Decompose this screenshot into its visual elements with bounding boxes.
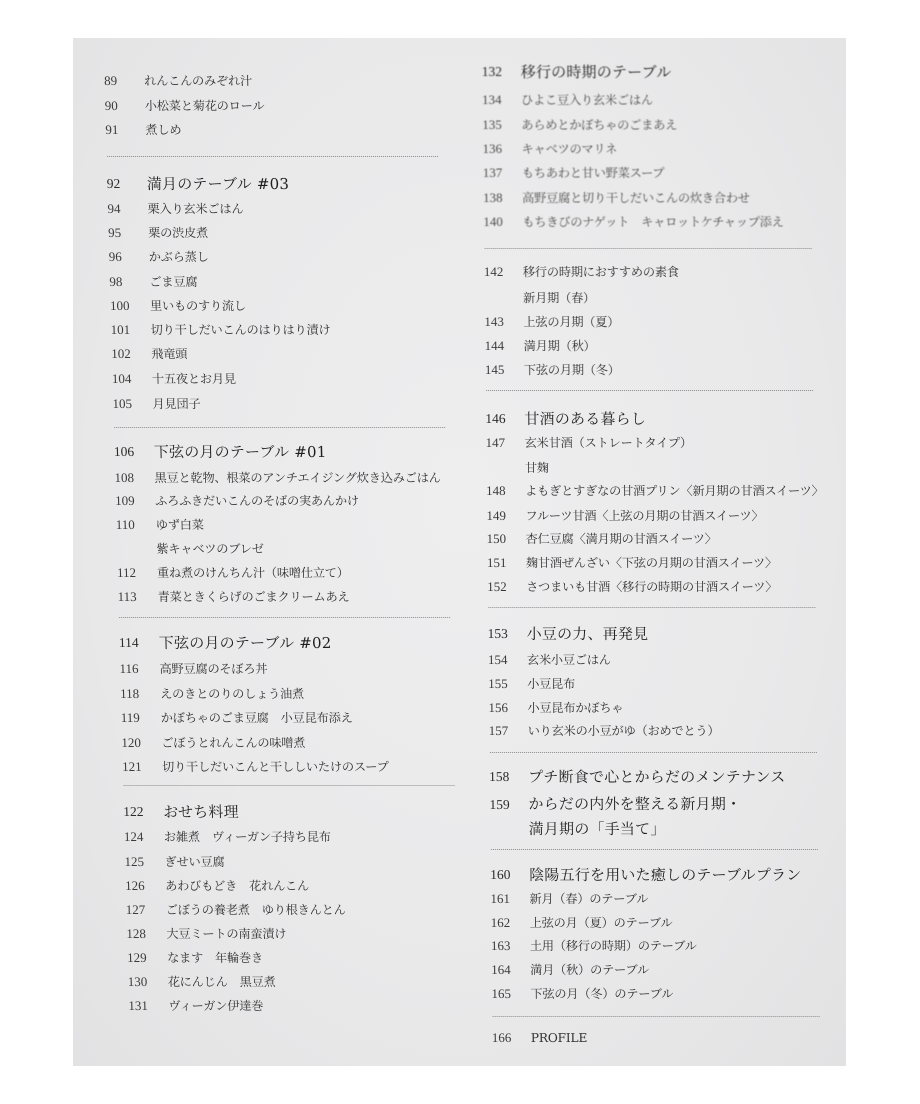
dotted-divider [124, 785, 455, 786]
entry-title: 里いものすり流し [149, 299, 247, 313]
entry-title: 飛竜頭 [151, 347, 188, 361]
entry-title: かぼちゃのごま豆腐 小豆昆布添え [160, 711, 353, 725]
entry-title: 上弦の月期（夏） [523, 315, 620, 329]
toc-entry [108, 247, 449, 267]
toc-entry [487, 529, 827, 549]
page-number: 95 [107, 225, 122, 240]
entry-title: ひよこ豆入り玄米ごはん [520, 93, 653, 107]
page-number: 166 [491, 1030, 512, 1045]
toc-entry [486, 481, 826, 501]
toc-entry [125, 876, 466, 896]
entry-title: 重ね煮のけんちん汁（味噌仕立て） [156, 566, 350, 580]
entry-title: 黒豆と乾物、根菜のアンチエイジング炊き込みごはん [154, 471, 441, 485]
toc-entry [491, 960, 831, 980]
entry-title: 花にんじん 黒豆煮 [167, 975, 276, 989]
toc-entry [110, 296, 451, 316]
toc-entry [483, 163, 823, 183]
entry-title: 麹甘酒ぜんざい〈下弦の月期の甘酒スイーツ〉 [525, 556, 777, 570]
toc-entry [109, 272, 450, 292]
heading-title: 移行の時期のテーブル [520, 63, 672, 81]
toc-entry [115, 491, 456, 511]
section-heading [123, 802, 464, 822]
toc-entry [111, 344, 452, 364]
entry-title: もちきびのナゲット キャロットケチャップ添え [522, 215, 784, 229]
page-number: 118 [119, 686, 140, 701]
page-number: 114 [118, 635, 139, 650]
entry-title: 煮しめ [145, 123, 182, 137]
toc-entry [121, 733, 462, 753]
toc-entry [482, 115, 822, 135]
section-heading [107, 174, 448, 194]
toc-entry [491, 913, 831, 933]
heading-title-line: 満月期の「手当て」 [528, 820, 666, 838]
toc-entry [492, 1028, 832, 1048]
entry-title: お雑煮 ヴィーガン子持ち昆布 [163, 830, 331, 844]
toc-entry [117, 563, 458, 583]
toc-entry [104, 71, 445, 91]
toc-entry [488, 698, 828, 718]
entry-title: 満月期（秋） [523, 339, 596, 353]
page-number: 131 [128, 998, 149, 1013]
entry-title: 下弦の月期（冬） [523, 363, 620, 377]
page-number: 108 [114, 470, 135, 485]
page-number: 150 [486, 531, 507, 546]
page-number: 119 [120, 710, 141, 725]
toc-entry [486, 458, 826, 478]
page-number: 129 [126, 950, 147, 965]
toc-entry [484, 312, 824, 332]
entry-title: 切り干しだいこんのはりはり漬け [150, 323, 331, 337]
page-number: 156 [488, 700, 508, 715]
section-heading [489, 792, 830, 842]
toc-entry [110, 320, 451, 340]
page-number: 161 [490, 891, 510, 906]
page-number: 155 [488, 676, 508, 691]
page-number: 113 [117, 589, 137, 604]
toc-entry [488, 650, 828, 670]
entry-title: ごま豆腐 [149, 275, 198, 289]
page-number: 91 [105, 122, 119, 137]
page-number: 89 [103, 73, 118, 88]
page-number: 134 [481, 92, 502, 107]
toc-entry [486, 506, 826, 526]
toc-entry [120, 684, 461, 704]
page-number: 140 [483, 214, 503, 229]
page-number: 158 [489, 769, 510, 784]
heading-title-line: からだの内外を整える新月期・ [528, 795, 742, 813]
entry-title: あわびもどき 花れんこん [165, 879, 310, 893]
entry-title: あらめとかぼちゃのごまあえ [521, 118, 678, 132]
toc-entry [107, 199, 448, 219]
toc-entry [105, 96, 446, 116]
section-heading [489, 767, 829, 787]
toc-entry [122, 757, 463, 777]
heading-title: 小豆の力、再発見 [526, 625, 649, 643]
page-number: 162 [490, 915, 511, 930]
entry-title: ごぼうの養老煮 ゆり根きんとん [165, 903, 346, 917]
page-number: 110 [115, 517, 135, 532]
toc-entry [484, 262, 824, 282]
page-number: 90 [104, 98, 118, 113]
entry-title: さつまいも甘酒〈移行の時期の甘酒スイーツ〉 [526, 580, 778, 594]
heading-title: 下弦の月のテーブル #01 [153, 443, 327, 461]
entry-title: 高野豆腐のそぼろ丼 [159, 662, 268, 676]
page-number: 154 [487, 652, 508, 667]
entry-title: ふろふきだいこんのそばの実あんかけ [154, 494, 360, 508]
entry-title: 移行の時期におすすめの素食 [522, 265, 679, 279]
toc-entry [482, 139, 822, 159]
toc-right-column [481, 0, 853, 1104]
heading-title: 甘酒のある暮らし [524, 410, 647, 428]
section-heading [488, 624, 828, 644]
page-number: 116 [119, 661, 139, 676]
page-number: 159 [489, 797, 510, 812]
section-heading [119, 633, 460, 653]
entry-title: 栗入り玄米ごはん [147, 202, 244, 216]
page-number: 132 [481, 64, 503, 79]
section-heading [482, 62, 822, 82]
page-number: 124 [123, 829, 144, 844]
toc-entry [128, 996, 469, 1016]
toc-entry [115, 515, 456, 535]
entry-title: ごぼうとれんこんの味噌煮 [161, 736, 306, 750]
dotted-divider [488, 607, 815, 608]
heading-title [528, 792, 741, 842]
page-number: 151 [486, 555, 507, 570]
page-number: 160 [490, 867, 511, 882]
toc-entry [114, 468, 455, 488]
entry-title: 新月（春）のテーブル [529, 892, 649, 906]
toc-entry [491, 936, 831, 956]
page-number: 96 [108, 249, 122, 264]
entry-title: 大豆ミートの南蛮漬け [166, 927, 287, 941]
dotted-divider [491, 849, 818, 850]
toc-entry [117, 587, 458, 607]
entry-title: 下弦の月（冬）のテーブル [530, 987, 674, 1001]
page-number: 130 [127, 974, 148, 989]
book-page [73, 38, 846, 1066]
entry-title: 新月期（春） [523, 291, 596, 305]
dotted-divider [485, 248, 812, 249]
entry-title: フルーツ甘酒〈上弦の月期の甘酒スイーツ〉 [525, 509, 764, 523]
page-number: 138 [482, 190, 503, 205]
entry-title: 青菜ときくらげのごまクリームあえ [157, 590, 350, 604]
page-number: 94 [107, 201, 121, 216]
entry-title: 切り干しだいこんと干ししいたけのスープ [161, 760, 389, 774]
heading-title: プチ断食で心とからだのメンテナンス [528, 768, 786, 786]
entry-title: よもぎとすぎなの甘酒プリン〈新月期の甘酒スイーツ〉 [525, 484, 824, 498]
entry-title: 土用（移行の時期）のテーブル [529, 939, 697, 953]
toc-entry [488, 674, 828, 694]
page-number: 152 [487, 579, 507, 594]
section-heading [490, 865, 830, 885]
entry-title: 栗の渋皮煮 [147, 226, 209, 240]
toc-entry [116, 539, 457, 559]
entry-title: 紫キャベツのブレゼ [156, 542, 264, 556]
toc-entry [491, 984, 831, 1004]
entry-title: なます 年輪巻き [166, 951, 264, 965]
heading-title: 陰陽五行を用いた癒しのテーブルプラン [529, 866, 802, 884]
dotted-divider [490, 752, 817, 753]
page-number: 98 [109, 274, 123, 289]
page-number: 157 [488, 723, 509, 738]
dotted-divider [107, 156, 438, 157]
toc-entry [124, 852, 465, 872]
toc-entry [112, 369, 453, 389]
entry-title: 甘麹 [524, 461, 549, 475]
toc-entry [127, 972, 468, 992]
toc-entry [108, 223, 449, 243]
heading-title: 満月のテーブル #03 [146, 175, 290, 193]
page-number: 128 [126, 926, 147, 941]
toc-entry [126, 924, 467, 944]
page-number: 165 [491, 986, 511, 1001]
page-number: 148 [486, 483, 506, 498]
page-number: 153 [487, 626, 508, 641]
page-number: 127 [125, 902, 146, 917]
entry-title: 満月（秋）のテーブル [530, 963, 650, 977]
toc-left-column [102, 0, 491, 1104]
toc-entry [483, 212, 823, 232]
toc-entry [126, 900, 467, 920]
toc-entry [112, 394, 453, 414]
page-number: 125 [124, 854, 145, 869]
entry-title: 十五夜とお月見 [151, 372, 237, 386]
toc-entry [119, 659, 460, 679]
entry-title: えのきとのりのしょう油煮 [159, 687, 305, 701]
entry-title: ゆず白菜 [155, 518, 204, 532]
page-number: 136 [482, 141, 503, 156]
entry-title: ヴィーガン伊達巻 [168, 999, 264, 1013]
toc-entry [484, 288, 824, 308]
dotted-divider [119, 617, 450, 618]
page-number: 112 [116, 565, 137, 580]
section-heading [485, 409, 825, 429]
toc-entry [105, 120, 446, 140]
toc-entry [487, 577, 827, 597]
page-number: 149 [486, 508, 506, 523]
toc-entry [485, 360, 825, 380]
page-number: 104 [111, 371, 132, 386]
page-number: 126 [124, 878, 145, 893]
dotted-divider [493, 1016, 820, 1017]
page-number: 144 [484, 338, 505, 353]
section-heading [114, 442, 455, 462]
entry-title: 月見団子 [152, 397, 201, 411]
page-number: 105 [112, 396, 133, 411]
entry-title: 杏仁豆腐〈満月期の甘酒スイーツ〉 [525, 532, 717, 546]
page-number: 120 [121, 735, 142, 750]
page-number: 146 [485, 411, 506, 426]
page-number: 135 [482, 117, 502, 132]
entry-title: 上弦の月（夏）のテーブル [529, 916, 673, 930]
page-number: 101 [110, 322, 131, 337]
toc-entry [124, 827, 465, 847]
entry-title: 玄米甘酒（ストレートタイプ） [524, 436, 693, 450]
page-number: 109 [114, 493, 135, 508]
page-number: 142 [483, 264, 504, 279]
toc-entry [483, 188, 823, 208]
page-number: 143 [484, 314, 504, 329]
page-number: 92 [106, 176, 121, 191]
toc-entry [482, 90, 822, 110]
entry-title: いり玄米の小豆がゆ（おめでとう） [527, 724, 720, 738]
entry-title: キャベツのマリネ [521, 142, 618, 156]
entry-title: かぶら蒸し [148, 250, 209, 264]
toc-entry [489, 721, 829, 741]
entry-title: PROFILE [530, 1031, 588, 1045]
toc-entry [490, 889, 830, 909]
toc-entry [121, 708, 462, 728]
entry-title: もちあわと甘い野菜スープ [521, 166, 665, 180]
page-number: 163 [490, 938, 511, 953]
page-number: 102 [111, 346, 131, 361]
page-number: 164 [491, 962, 511, 977]
heading-title: おせち料理 [163, 803, 240, 821]
toc-entry [127, 948, 468, 968]
page-number: 145 [484, 362, 505, 377]
entry-title: 玄米小豆ごはん [526, 653, 611, 667]
entry-title: 小豆昆布かぼちゃ [527, 701, 624, 715]
page-number: 100 [109, 298, 130, 313]
entry-title: れんこんのみぞれ汁 [143, 74, 253, 88]
dotted-divider [114, 427, 445, 428]
page-number: 122 [123, 804, 144, 819]
heading-title: 下弦の月のテーブル #02 [158, 634, 332, 652]
toc-entry [485, 336, 825, 356]
page-number: 137 [482, 165, 503, 180]
page-number: 121 [121, 759, 142, 774]
page-number: 106 [113, 444, 135, 459]
toc-entry [487, 553, 827, 573]
toc-entry [486, 433, 826, 453]
entry-title: 小豆昆布 [527, 677, 576, 691]
page-number: 147 [485, 435, 506, 450]
entry-title: 高野豆腐と切り干しだいこんの炊き合わせ [522, 191, 750, 205]
dotted-divider [486, 390, 813, 391]
entry-title: ぎせい豆腐 [164, 855, 225, 869]
entry-title: 小松菜と菊花のロール [144, 99, 265, 113]
